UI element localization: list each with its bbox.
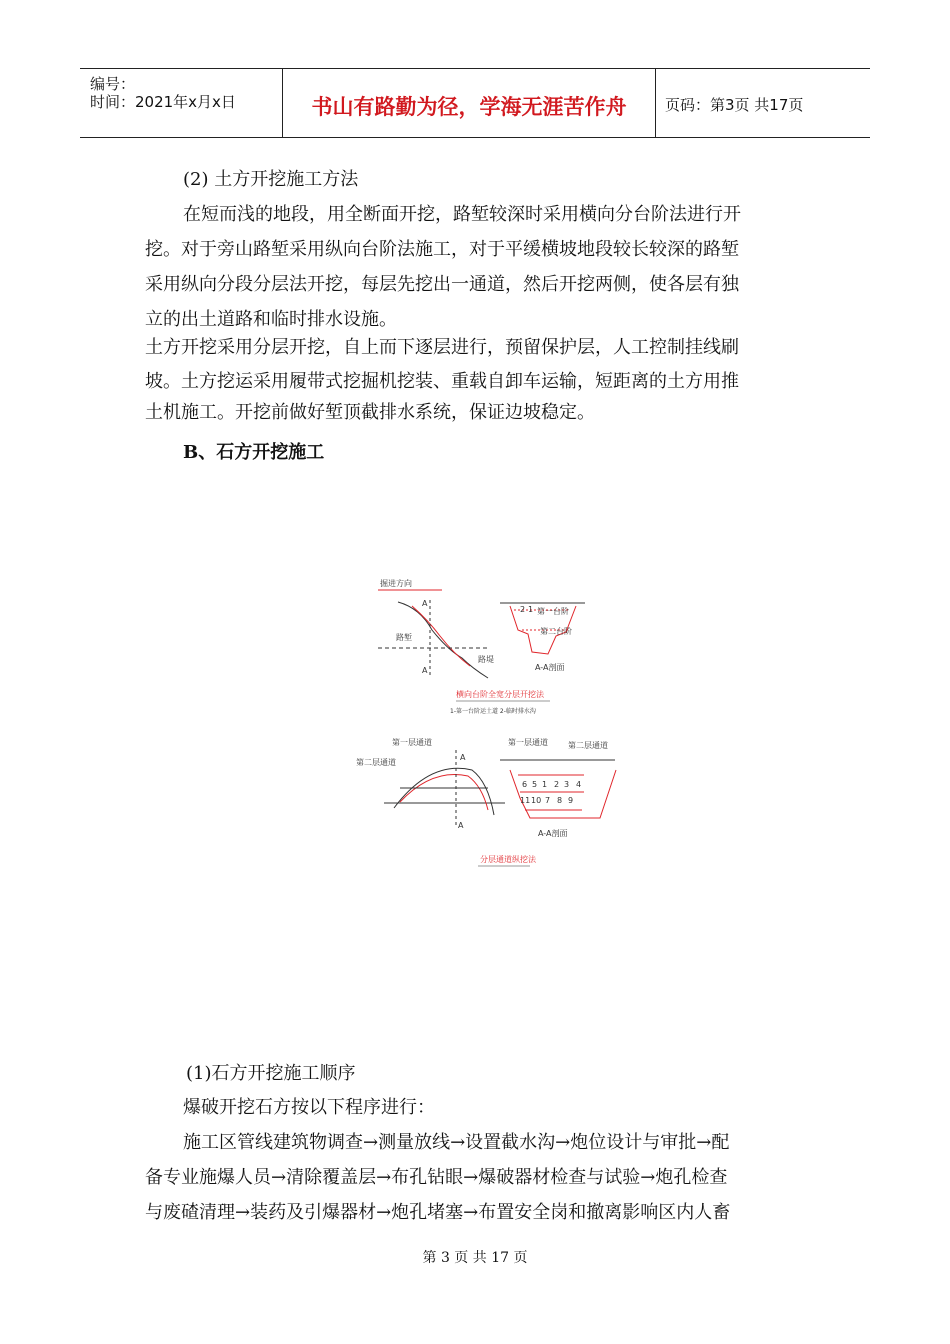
layer-section-outline	[510, 770, 616, 818]
cell-number: 5	[532, 780, 538, 789]
paragraph-line: 与废碴清理→装药及引爆器材→炮孔堵塞→布置安全岗和撤离影响区内人畜	[145, 1202, 731, 1223]
layer2-label: 第二层通道	[356, 758, 396, 767]
motto-text: 书山有路勤为径，学海无涯苦作舟	[311, 95, 627, 119]
paragraph-line: 土机施工。开挖前做好堑顶截排水系统，保证边坡稳定。	[145, 402, 595, 423]
direction-label: 掘进方向	[380, 579, 412, 588]
cell-number: 11	[520, 796, 531, 805]
document-header	[80, 68, 870, 138]
step-number: 2	[520, 605, 526, 614]
top-figure-caption: 横向台阶全宽分层开挖法	[456, 690, 544, 699]
section-label: A-A剖面	[538, 829, 568, 838]
page-footer: 第 3 页 共 17 页	[422, 1250, 528, 1266]
section-heading-earthwork-method: (2) 土方开挖施工方法	[183, 169, 359, 190]
paragraph-line: 备专业施爆人员→清除覆盖层→布孔钻眼→爆破器材检查与试验→炮孔检查	[145, 1167, 728, 1188]
layer1-label: 第一层通道	[508, 738, 548, 747]
layer2-label: 第二层通道	[568, 741, 608, 750]
paragraph-line: 坡。土方挖运采用履带式挖掘机挖装、重载自卸车运输，短距离的土方用推	[145, 371, 739, 392]
header-motto-cell	[283, 69, 656, 137]
step1-label: 第一台阶	[537, 607, 569, 616]
section-heading-stone-excavation: B、石方开挖施工	[183, 442, 325, 463]
cell-number: 3	[564, 780, 570, 789]
cell-number: 9	[568, 796, 574, 805]
page-info: 页码：第3页 共17页	[665, 96, 804, 114]
paragraph-line: 土方开挖采用分层开挖，自上而下逐层进行，预留保护层，人工控制挂线刷	[145, 337, 739, 358]
paragraph-line: 挖。对于旁山路堑采用纵向台阶法施工，对于平缓横坡地段较长较深的路堑	[145, 239, 739, 260]
embankment-label: 路堤	[478, 655, 494, 664]
step2-label: 第二台阶	[540, 627, 572, 636]
cell-number: 8	[557, 796, 563, 805]
layer-hatch	[400, 774, 488, 810]
cell-number: 6	[522, 780, 528, 789]
step-number: 1	[528, 605, 534, 614]
cell-number: 4	[576, 780, 582, 789]
paragraph-line: 在短而浅的地段，用全断面开挖，路堑较深时采用横向分台阶法进行开	[183, 204, 741, 225]
section-mark: A	[422, 666, 428, 675]
cell-number: 10	[531, 796, 542, 805]
paragraph-line: 采用纵向分段分层法开挖，每层先挖出一通道，然后开挖两侧，使各层有独	[145, 274, 739, 295]
top-figure-note: 1-第一台阶运土道 2-临时排水沟	[450, 708, 536, 715]
section-mark: A	[460, 753, 466, 762]
section-heading-stone-sequence: (1)石方开挖施工顺序	[186, 1063, 356, 1084]
paragraph-line: 爆破开挖石方按以下程序进行：	[183, 1097, 435, 1118]
section-mark: A	[458, 821, 464, 830]
layer1-label: 第一层通道	[392, 738, 432, 747]
cell-number: 1	[542, 780, 548, 789]
cell-number: 2	[554, 780, 560, 789]
cell-number: 7	[545, 796, 551, 805]
section-label: A-A剖面	[535, 663, 565, 672]
cut-label: 路堑	[396, 633, 412, 642]
excavation-method-figure	[356, 570, 640, 875]
paragraph-line: 施工区管线建筑物调查→测量放线→设置截水沟→炮位设计与审批→配	[183, 1132, 730, 1153]
paragraph-line: 立的出土道路和临时排水设施。	[145, 309, 397, 330]
header-meta-cell	[80, 69, 283, 137]
bottom-figure-caption: 分层通道纵挖法	[480, 855, 536, 864]
document-time-label: 时间：2021年x月x日	[90, 93, 236, 111]
document-number-label: 编号：	[90, 75, 136, 93]
section-mark: A	[422, 599, 428, 608]
